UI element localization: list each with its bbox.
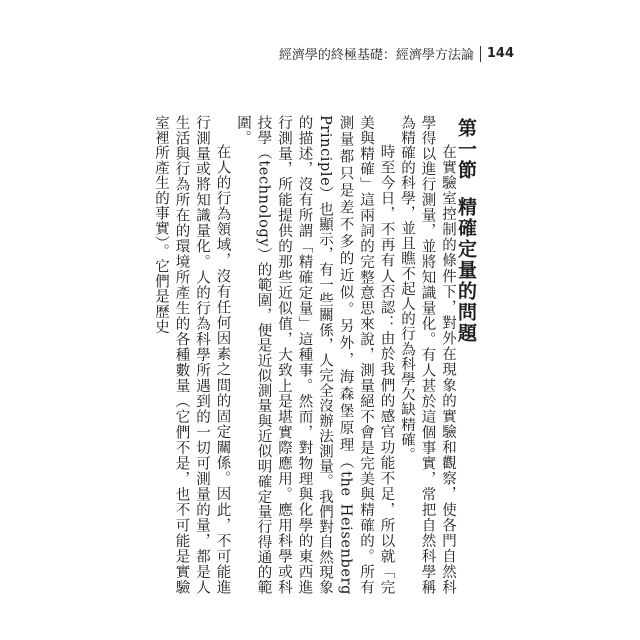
body-text: [151, 115, 459, 595]
paragraph-3: 在人的行為領域，沒有任何因素之間的固定關係。因此，不可能進行測量或將知識量化。人的行為科學所遇到的一切可測量的量，都是人生活與行為所在的環境所產生的各種數量（它們不是，也不可能是實驗室裡所產生的事實）。它們是歷史: [153, 115, 231, 595]
page-number: 144: [486, 46, 514, 61]
header-divider: [480, 46, 481, 62]
section-number: 第一節: [455, 118, 477, 181]
running-header: [279, 44, 514, 63]
paragraph-2: 時至今日，不再有人否認：由於我們的感官功能不足，所以就「完美與精確」這兩詞的完整意思來說，測量絕不會是完美與精確的。所有測量都只是差不多的近似。另外，海森堡原理（the Heisenberg Principle）也顯示，有一些關係，人完全沒辦法測量。我們對自然現象的描述，沒有所謂「精確定量」這種事。然而，對物理與化學的東西進行測量，所能提供的那些近似值，大致上是堪實際應用。應用科學或科技學（technology）的範圍，便是近似測量與近似明確定量行得通的範圍。: [235, 115, 395, 595]
running-title: 經濟學的終極基礎：經濟學方法論: [278, 48, 474, 63]
paragraph-1: 在實驗室控制的條件下，對外在現象的實驗和觀察，使各門自然科學得以進行測量，並將知識量化。有人甚於這個事實，常把自然科學稱為精確的科學，並且瞧不起人的行為科學欠缺精確。: [399, 115, 456, 595]
section-title-text: 精確定量的問題: [455, 197, 477, 344]
